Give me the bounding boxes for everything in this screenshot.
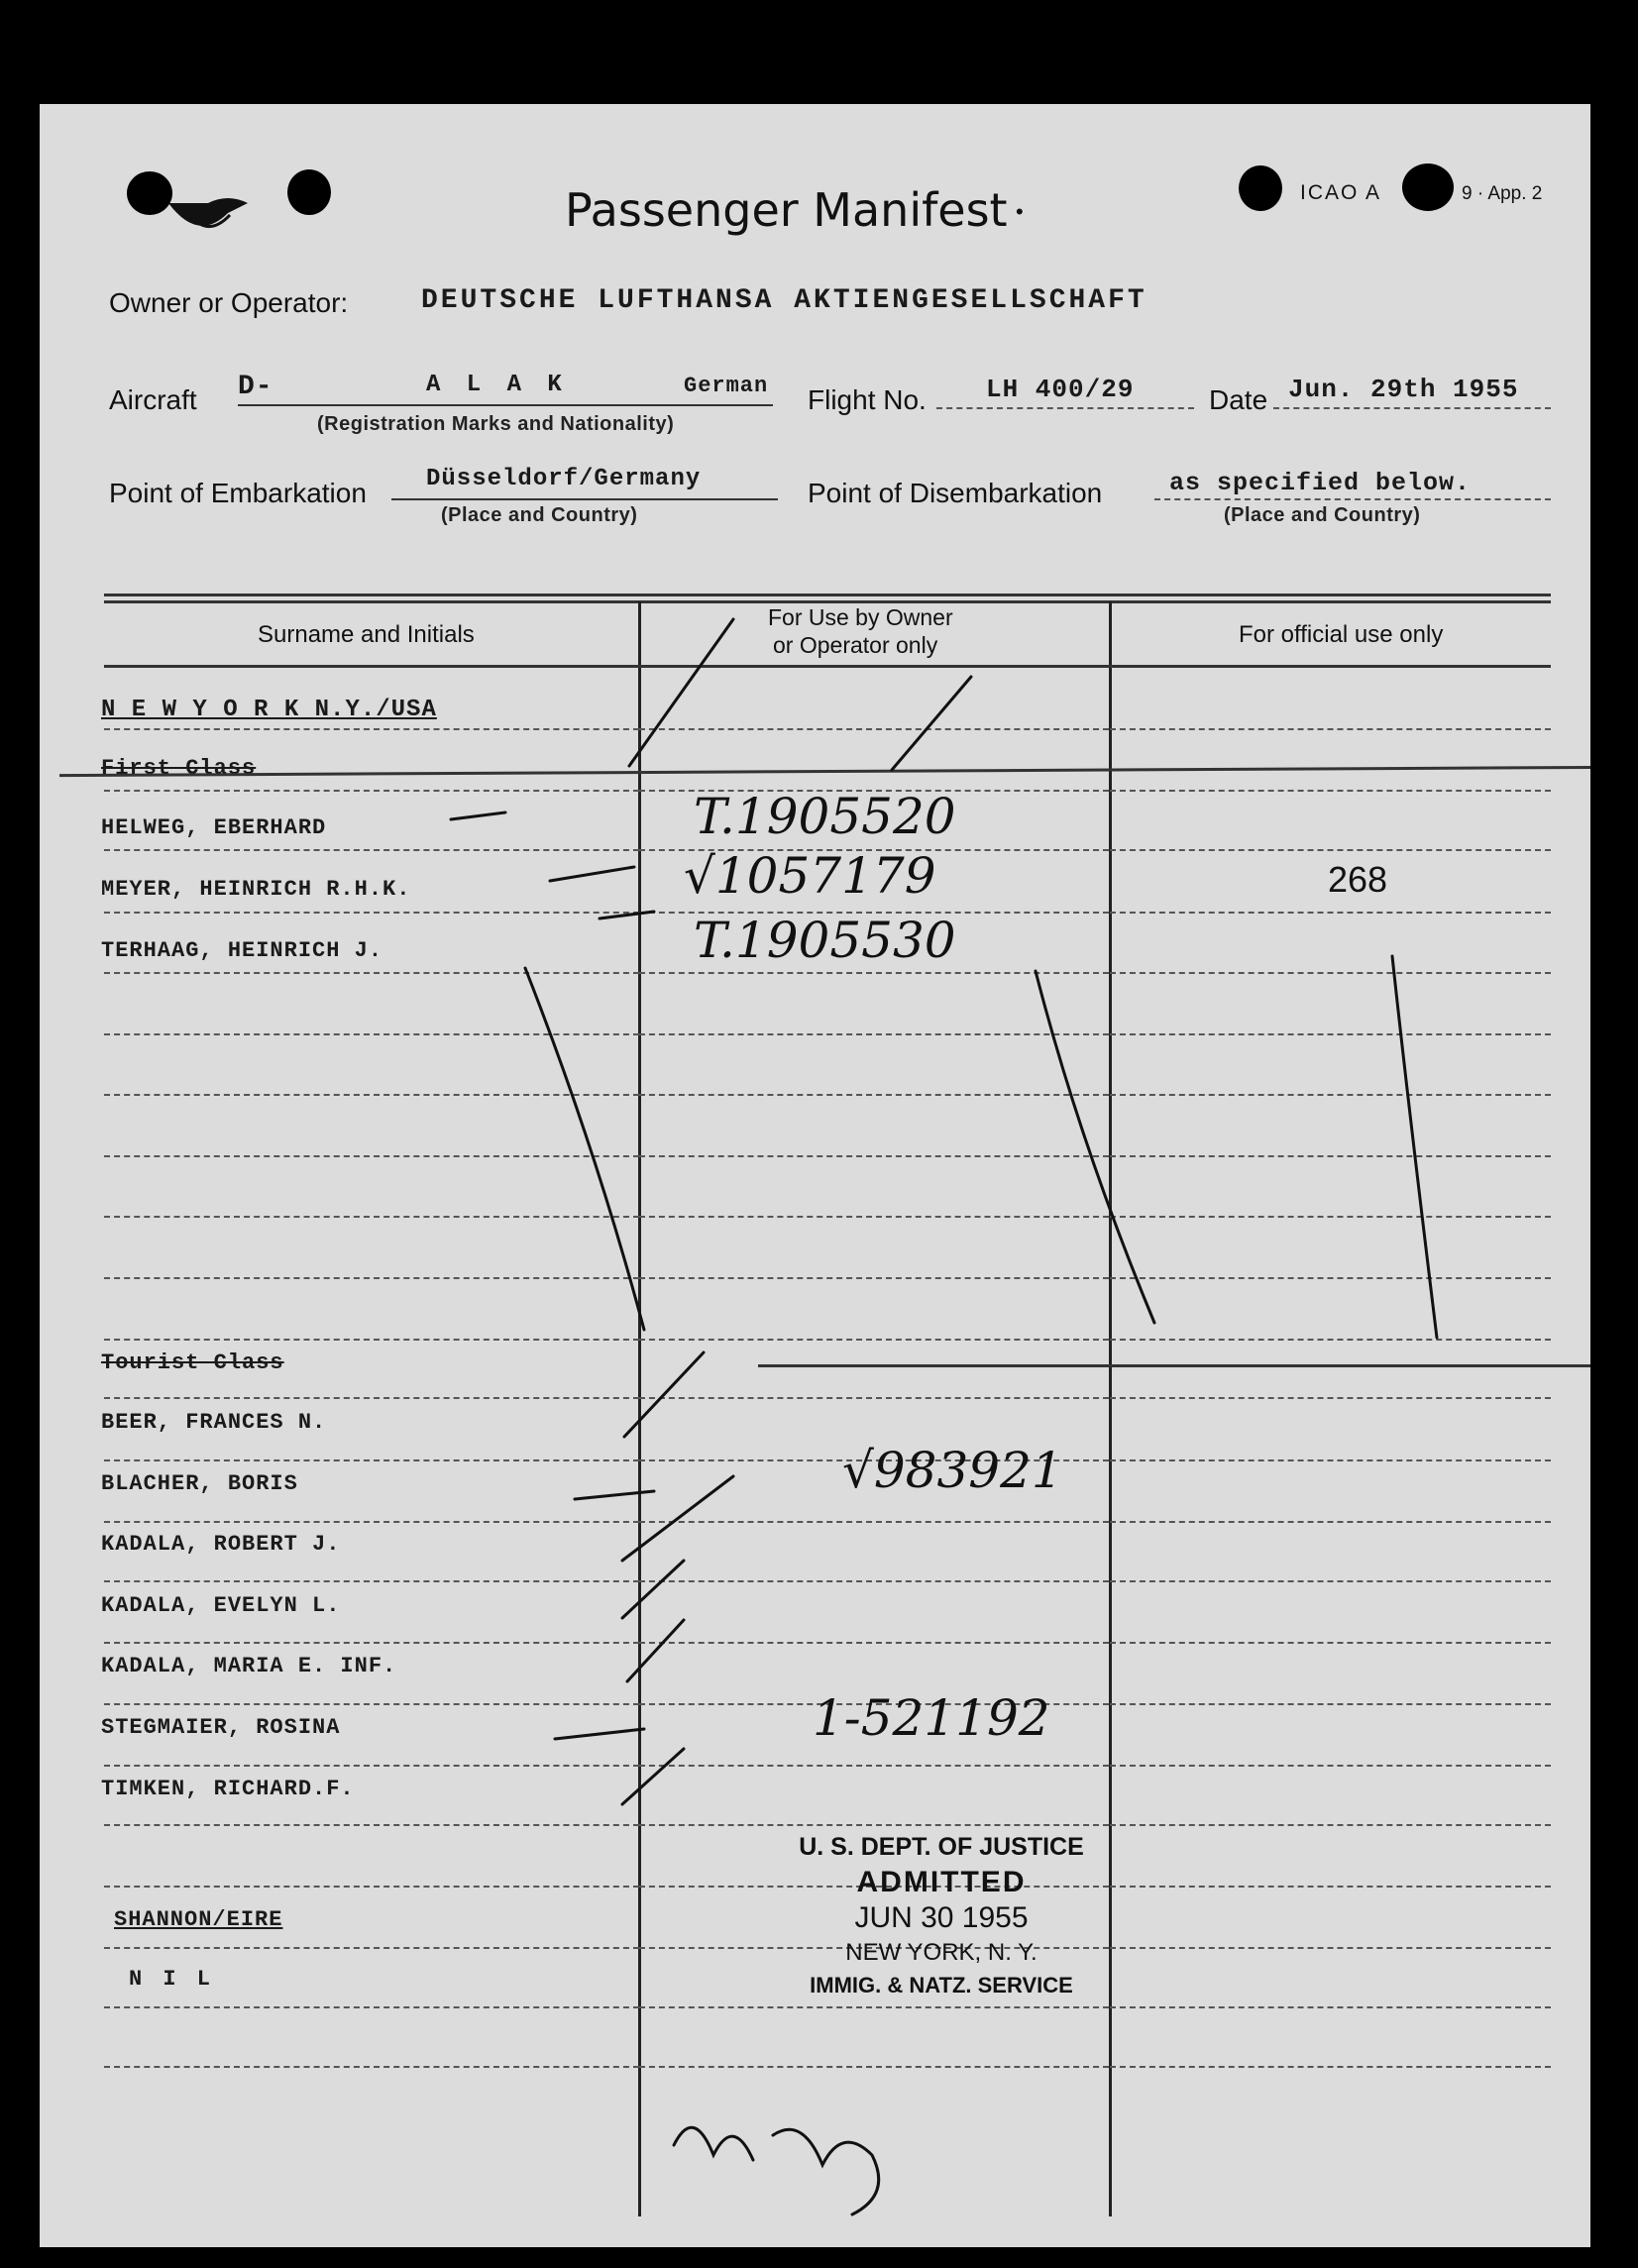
tourist-class-text: Tourist Class (101, 1350, 284, 1375)
passenger-name: KADALA, ROBERT J. (101, 1532, 341, 1557)
manifest-page (40, 104, 1590, 2247)
passenger-name: HELWEG, EBERHARD (101, 815, 327, 840)
form-ref: ICAO A (1300, 181, 1382, 204)
title-mark: • (1016, 199, 1024, 224)
flight-value: LH 400/29 (986, 375, 1135, 404)
embark-value: Düsseldorf/Germany (426, 466, 702, 492)
col3-header: For official use only (1239, 621, 1444, 648)
disembark-caption: (Place and Country) (1224, 504, 1421, 526)
form-ref-tail: 9 · App. 2 (1462, 183, 1543, 204)
passenger-name: KADALA, EVELYN L. (101, 1593, 341, 1618)
disembark-value: as specified below. (1169, 469, 1472, 497)
disembark-label: Point of Disembarkation (808, 478, 1103, 508)
destination-shannon-value: N I L (129, 1967, 215, 1992)
stamp-line-service: IMMIG. & NATZ. SERVICE (810, 1973, 1073, 1998)
stamp-line-city: NEW YORK, N. Y. (845, 1939, 1037, 1966)
passenger-name: TIMKEN, RICHARD.F. (101, 1777, 355, 1801)
passenger-name: BEER, FRANCES N. (101, 1410, 327, 1435)
stamp-line-date: JUN 30 1955 (854, 1901, 1029, 1934)
col2-header-line2: or Operator only (773, 632, 938, 658)
passenger-name: STEGMAIER, ROSINA (101, 1715, 341, 1740)
aircraft-registration: A L A K (426, 372, 568, 398)
operator-note: T.1905520 (694, 788, 956, 845)
passenger-name: TERHAAG, HEINRICH J. (101, 938, 383, 963)
stamp-line-admitted: ADMITTED (856, 1866, 1027, 1898)
passenger-name: KADALA, MARIA E. INF. (101, 1654, 397, 1678)
aircraft-caption: (Registration Marks and Nationality) (317, 413, 675, 435)
destination-new-york: N E W Y O R K N.Y./USA (101, 697, 437, 723)
operator-note: √983921 (842, 1442, 1063, 1499)
operator-note: T.1905530 (694, 912, 956, 969)
destination-shannon: SHANNON/EIRE (114, 1907, 283, 1932)
col2-header-line1: For Use by Owner (768, 604, 953, 630)
date-label: Date (1209, 384, 1268, 415)
handwritten-marks (40, 104, 1590, 2247)
first-class-label: First Class (101, 756, 257, 781)
date-value: Jun. 29th 1955 (1288, 375, 1519, 404)
aircraft-prefix: D- (238, 372, 273, 402)
embark-label: Point of Embarkation (109, 478, 367, 508)
operator-note: √1057179 (684, 847, 936, 905)
operator-note: 1-521192 (813, 1689, 1050, 1747)
flight-label: Flight No. (808, 384, 927, 415)
stamp-line-dept: U. S. DEPT. OF JUSTICE (799, 1833, 1084, 1861)
official-number: 268 (1328, 859, 1388, 900)
passenger-name: MEYER, HEINRICH R.H.K. (101, 877, 411, 902)
passenger-name: BLACHER, BORIS (101, 1471, 298, 1496)
col1-header: Surname and Initials (258, 621, 475, 648)
aircraft-nationality: German (684, 374, 769, 398)
aircraft-label: Aircraft (109, 384, 197, 415)
owner-label: Owner or Operator: (109, 287, 349, 318)
embark-caption: (Place and Country) (441, 504, 638, 526)
page-title: Passenger Manifest (565, 183, 1008, 237)
owner-value: DEUTSCHE LUFTHANSA AKTIENGESELLSCHAFT (421, 285, 1147, 316)
